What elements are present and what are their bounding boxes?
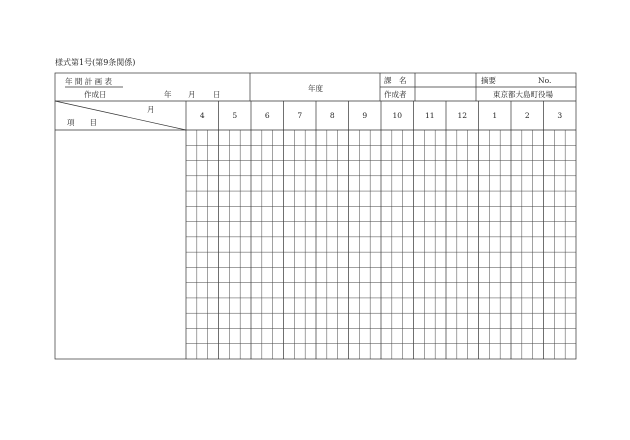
month-header-1: 1 [492,111,498,120]
summary-label: 摘要 [481,76,496,85]
month-header-12: 12 [457,111,468,120]
form-title: 年 間 計 画 表 [65,77,113,86]
month-header-2: 2 [524,111,530,120]
month-header-9: 9 [362,111,368,120]
fiscal-year-label: 年度 [308,84,323,93]
month-header-7: 7 [297,111,303,120]
month-header-10: 10 [392,111,403,120]
created-date-label: 作成日 [84,90,107,99]
month-header-6: 6 [264,111,270,120]
month-header-5: 5 [232,111,238,120]
form-caption: 様式第1号(第9条関係) [55,58,136,67]
section-label: 課 名 [384,76,407,85]
creator-label: 作成者 [384,90,407,99]
month-header-11: 11 [424,111,435,120]
month-header-3: 3 [557,111,563,120]
corner-item-label: 項 目 [67,118,97,127]
month-header-8: 8 [329,111,335,120]
form-border [55,73,576,359]
office-name: 東京都大島町役場 [493,90,553,99]
year-label: 年 [164,90,172,99]
month-header-4: 4 [199,111,205,120]
corner-month-label: 月 [147,105,155,114]
number-label: No. [538,76,552,85]
day-label: 日 [213,90,221,99]
month-label: 月 [188,90,196,99]
